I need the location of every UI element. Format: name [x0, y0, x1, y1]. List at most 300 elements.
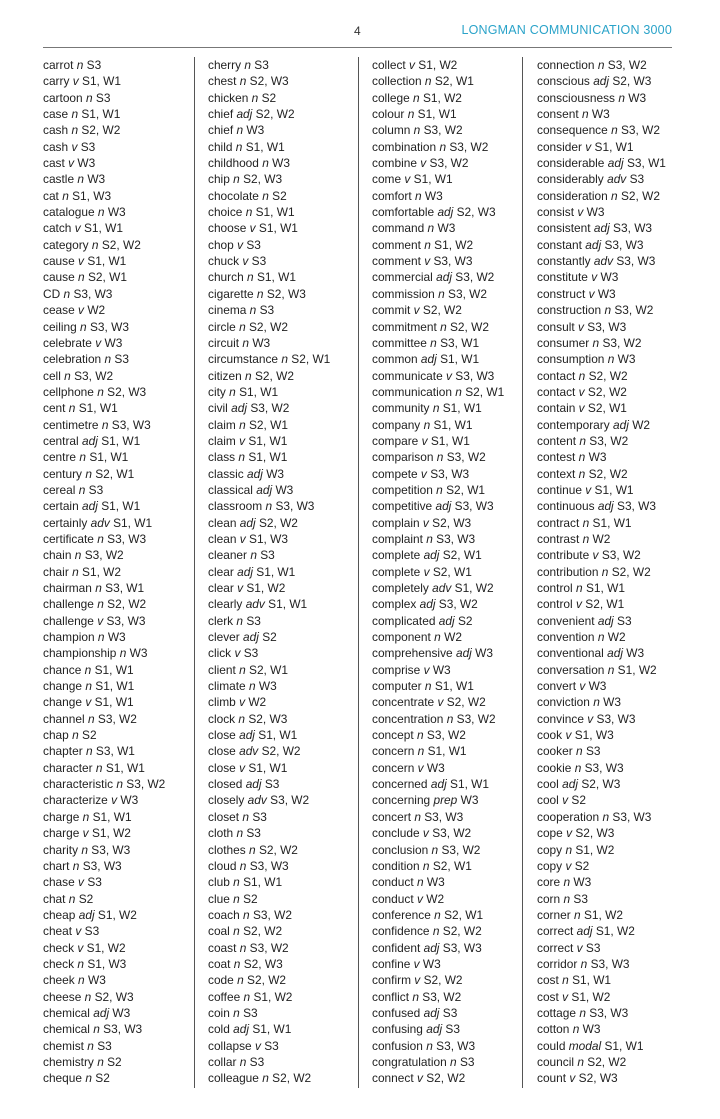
word-entry — [537, 662, 687, 678]
part-of-speech: n — [79, 450, 86, 465]
part-of-speech: n — [233, 956, 241, 971]
headword: copy — [537, 842, 563, 857]
frequency-band: S1, W1 — [592, 515, 632, 530]
frequency-band: S1, W1 — [256, 564, 296, 579]
frequency-band: S2, W1 — [465, 384, 505, 399]
word-entry — [372, 482, 522, 498]
headword: cash — [43, 123, 69, 138]
part-of-speech: n — [578, 450, 586, 465]
word-entry — [372, 645, 522, 661]
word-entry — [43, 825, 193, 841]
frequency-band: S1, W1 — [101, 433, 141, 448]
frequency-band: S3 — [249, 1054, 265, 1069]
frequency-band: S3, W2 — [438, 597, 478, 612]
part-of-speech: n — [601, 564, 609, 579]
frequency-band: S1, W1 — [239, 384, 279, 399]
headword: comment — [372, 254, 421, 269]
frequency-band: S2, W1 — [434, 74, 474, 89]
frequency-band: S3, W3 — [617, 499, 657, 514]
headword: closet — [208, 809, 240, 824]
frequency-band: S3, W3 — [107, 531, 147, 546]
part-of-speech: n — [604, 303, 612, 318]
word-entry — [208, 547, 358, 563]
part-of-speech: v — [95, 335, 102, 350]
headword: consciousness — [537, 90, 615, 105]
headword: championship — [43, 646, 117, 661]
headword: cat — [43, 188, 59, 203]
frequency-band: W3 — [591, 107, 610, 122]
word-entry — [372, 220, 522, 236]
headword: comparison — [372, 450, 434, 465]
headword: contemporary — [537, 417, 610, 432]
part-of-speech: v — [234, 646, 241, 661]
part-of-speech: n — [72, 858, 80, 873]
frequency-band: S3, W2 — [448, 286, 488, 301]
headword: characteristic — [43, 777, 114, 792]
word-entry — [43, 319, 193, 335]
headword: coffee — [208, 989, 241, 1004]
part-of-speech: adj — [237, 564, 253, 579]
part-of-speech: n — [577, 1054, 584, 1069]
word-entry — [372, 73, 522, 89]
frequency-band: S1, W2 — [571, 989, 611, 1004]
part-of-speech: n — [424, 237, 431, 252]
word-column-4 — [537, 57, 687, 1088]
word-entry — [208, 858, 358, 874]
frequency-band: S2, W2 — [258, 515, 298, 530]
frequency-band: S2 — [457, 613, 473, 628]
word-entry — [43, 498, 193, 514]
headword: cool — [537, 793, 559, 808]
word-entry — [537, 940, 687, 956]
headword: considerably — [537, 172, 604, 187]
word-entry — [43, 923, 193, 939]
part-of-speech: n — [97, 597, 104, 612]
headword: coal — [208, 924, 230, 939]
part-of-speech: v — [585, 482, 592, 497]
frequency-band: S3, W3 — [91, 842, 131, 857]
frequency-band: S1, W1 — [245, 139, 285, 154]
frequency-band: S3, W3 — [73, 286, 113, 301]
word-entry — [372, 858, 522, 874]
part-of-speech: n — [243, 989, 251, 1004]
frequency-band: S2, W2 — [107, 597, 147, 612]
headword: copy — [537, 858, 563, 873]
part-of-speech: adj — [597, 613, 614, 628]
headword: correct — [537, 924, 574, 939]
headword: century — [43, 466, 82, 481]
headword: clerk — [208, 613, 234, 628]
headword: circuit — [208, 335, 240, 350]
frequency-band: S1, W1 — [433, 417, 473, 432]
part-of-speech: n — [438, 286, 445, 301]
part-of-speech: n — [71, 123, 79, 138]
word-entry — [372, 139, 522, 155]
word-entry — [43, 1070, 193, 1086]
part-of-speech: n — [582, 531, 590, 546]
part-of-speech: v — [239, 760, 246, 775]
headword: comfort — [372, 188, 412, 203]
frequency-band: S1, W2 — [595, 924, 635, 939]
headword: classical — [208, 482, 253, 497]
headword: cope — [537, 826, 563, 841]
headword: circumstance — [208, 352, 279, 367]
word-entry — [43, 253, 193, 269]
frequency-band: S2, W3 — [456, 205, 496, 220]
part-of-speech: adj — [239, 728, 255, 743]
word-entry — [208, 580, 358, 596]
headword: cellphone — [43, 384, 94, 399]
part-of-speech: n — [424, 74, 432, 89]
headword: cease — [43, 303, 75, 318]
word-entry — [537, 531, 687, 547]
headword: clear — [208, 564, 234, 579]
headword: chocolate — [208, 188, 259, 203]
frequency-band: S2, W1 — [432, 858, 472, 873]
frequency-band: S1, W2 — [253, 989, 293, 1004]
frequency-band: S3, W3 — [454, 499, 494, 514]
word-entry — [43, 302, 193, 318]
word-entry — [372, 1054, 522, 1070]
column-divider — [194, 57, 195, 1088]
word-entry — [208, 923, 358, 939]
headword: client — [208, 662, 236, 677]
headword: context — [537, 466, 576, 481]
frequency-band: W3 — [107, 205, 126, 220]
part-of-speech: n — [572, 1022, 580, 1037]
part-of-speech: n — [236, 826, 244, 841]
part-of-speech: adj — [607, 646, 623, 661]
word-entry — [537, 776, 687, 792]
frequency-band: S3 — [254, 58, 269, 72]
word-entry — [208, 368, 358, 384]
part-of-speech: v — [97, 613, 104, 628]
headword: consumption — [537, 352, 605, 367]
frequency-band: W3 — [87, 973, 106, 988]
part-of-speech: n — [563, 891, 571, 906]
part-of-speech: n — [248, 679, 256, 694]
word-entry — [43, 874, 193, 890]
headword: coach — [208, 907, 240, 922]
word-entry — [208, 171, 358, 187]
part-of-speech: n — [97, 1054, 104, 1069]
frequency-band: W3 — [426, 875, 445, 890]
part-of-speech: v — [85, 695, 92, 710]
part-of-speech: n — [565, 842, 573, 857]
frequency-band: S2, W2 — [101, 237, 141, 252]
headword: child — [208, 139, 233, 154]
headword: coat — [208, 956, 231, 971]
headword: corn — [537, 891, 561, 906]
headword: cotton — [537, 1022, 570, 1037]
part-of-speech: n — [581, 107, 589, 122]
headword: cloud — [208, 858, 237, 873]
frequency-band: S3 — [259, 303, 275, 318]
part-of-speech: adj — [233, 1022, 250, 1037]
word-entry — [372, 384, 522, 400]
word-entry — [208, 760, 358, 776]
word-entry — [537, 874, 687, 890]
headword: chemical — [43, 1005, 90, 1020]
frequency-band: S2, W1 — [585, 597, 625, 612]
headword: correct — [537, 940, 574, 955]
headword: central — [43, 433, 79, 448]
part-of-speech: adj — [593, 221, 610, 236]
word-entry — [537, 825, 687, 841]
part-of-speech: n — [593, 695, 600, 710]
word-entry — [372, 596, 522, 612]
word-entry — [208, 956, 358, 972]
frequency-band: S2, W1 — [444, 907, 484, 922]
frequency-band: S1, W2 — [454, 581, 494, 595]
headword: cottage — [537, 1005, 577, 1020]
word-entry — [43, 891, 193, 907]
part-of-speech: n — [119, 646, 127, 661]
part-of-speech: v — [420, 466, 427, 481]
part-of-speech: v — [565, 728, 572, 743]
part-of-speech: n — [238, 450, 246, 465]
headword: consult — [537, 319, 575, 334]
word-entry — [43, 1005, 193, 1021]
word-list-columns — [43, 57, 672, 1102]
headword: charge — [43, 809, 80, 824]
word-entry — [372, 629, 522, 645]
part-of-speech: n — [235, 139, 243, 154]
part-of-speech: n — [84, 989, 92, 1004]
headword: conflict — [372, 989, 410, 1004]
word-entry — [372, 1038, 522, 1054]
frequency-band: S1, W1 — [92, 809, 132, 824]
headword: conscious — [537, 74, 590, 89]
word-entry — [208, 842, 358, 858]
word-entry — [43, 907, 193, 923]
word-entry — [537, 989, 687, 1005]
headword: committee — [372, 335, 427, 350]
headword: change — [43, 695, 83, 710]
frequency-band: S2, W3 — [243, 956, 283, 971]
word-entry — [208, 1070, 358, 1086]
word-entry — [372, 171, 522, 187]
frequency-band: S2 — [262, 630, 277, 645]
part-of-speech: v — [78, 875, 84, 890]
headword: compare — [372, 433, 419, 448]
part-of-speech: adj — [435, 499, 452, 514]
word-entry — [208, 727, 358, 743]
headword: character — [43, 760, 93, 775]
word-entry — [208, 106, 358, 122]
word-entry — [208, 629, 358, 645]
word-entry — [537, 842, 687, 858]
headword: cheat — [43, 924, 73, 939]
word-entry — [537, 400, 687, 416]
part-of-speech: n — [582, 515, 590, 530]
part-of-speech: n — [74, 548, 82, 563]
headword: colleague — [208, 1071, 259, 1086]
part-of-speech: n — [71, 107, 79, 122]
part-of-speech: v — [413, 956, 420, 971]
part-of-speech: v — [578, 319, 584, 334]
frequency-band: S2, W2 — [422, 303, 462, 318]
word-entry — [208, 319, 358, 335]
word-entry — [43, 220, 193, 236]
part-of-speech: n — [574, 907, 581, 922]
word-entry — [208, 989, 358, 1005]
part-of-speech: v — [579, 679, 586, 694]
word-entry — [372, 498, 522, 514]
headword: council — [537, 1054, 575, 1069]
headword: challenge — [43, 613, 94, 628]
word-entry — [43, 449, 193, 465]
frequency-band: W3 — [87, 172, 106, 187]
part-of-speech: v — [422, 826, 429, 841]
frequency-band: S3, W3 — [587, 319, 627, 334]
headword: constantly — [537, 254, 591, 269]
part-of-speech: n — [239, 662, 246, 677]
frequency-band: S1, W1 — [604, 1038, 644, 1053]
headword: case — [43, 107, 69, 122]
frequency-band: S1, W1 — [252, 1022, 292, 1037]
part-of-speech: n — [233, 891, 240, 906]
headword: claim — [208, 433, 236, 448]
headword: challenge — [43, 597, 94, 612]
headword: chop — [208, 237, 234, 252]
frequency-band: S1, W1 — [113, 515, 153, 530]
headword: carrot — [43, 58, 74, 72]
frequency-band: W2 — [87, 303, 106, 318]
frequency-band: S2 — [243, 891, 258, 906]
headword: consist — [537, 205, 575, 220]
word-entry — [208, 122, 358, 138]
word-entry — [208, 564, 358, 580]
frequency-band: S3, W2 — [602, 335, 642, 350]
word-entry — [537, 237, 687, 253]
headword: convert — [537, 679, 576, 694]
frequency-band: S3, W1 — [626, 156, 666, 171]
part-of-speech: n — [597, 58, 605, 72]
frequency-band: S3, W3 — [82, 858, 122, 873]
headword: chapter — [43, 744, 83, 759]
part-of-speech: n — [72, 564, 79, 579]
word-entry — [372, 874, 522, 890]
part-of-speech: n — [77, 956, 84, 971]
headword: common — [372, 352, 418, 367]
part-of-speech: adv — [90, 515, 110, 530]
word-entry — [43, 433, 193, 449]
word-entry — [43, 106, 193, 122]
part-of-speech: n — [237, 973, 244, 988]
headword: chairman — [43, 581, 92, 595]
frequency-band: S1, W1 — [94, 695, 134, 710]
part-of-speech: adj — [593, 74, 610, 89]
word-entry — [372, 417, 522, 433]
part-of-speech: v — [569, 1071, 576, 1086]
frequency-band: S1, W1 — [105, 760, 145, 775]
headword: clothes — [208, 842, 246, 857]
frequency-band: S3, W3 — [89, 319, 129, 334]
frequency-band: S3, W2 — [614, 303, 654, 318]
part-of-speech: v — [578, 401, 585, 416]
frequency-band: S3 — [585, 744, 601, 759]
frequency-band: S1, W1 — [440, 352, 480, 367]
part-of-speech: v — [249, 221, 256, 236]
word-entry — [43, 351, 193, 367]
headword: confused — [372, 1005, 421, 1020]
part-of-speech: n — [229, 384, 236, 399]
word-entry — [372, 694, 522, 710]
frequency-band: S3 — [86, 58, 102, 72]
part-of-speech: adv — [593, 254, 614, 269]
frequency-band: S2 — [261, 90, 277, 105]
part-of-speech: adv — [607, 172, 627, 187]
word-entry — [43, 269, 193, 285]
frequency-band: S1, W1 — [101, 499, 141, 514]
part-of-speech: n — [84, 662, 92, 677]
headword: corner — [537, 907, 571, 922]
frequency-band: S3, W3 — [612, 809, 652, 824]
word-entry — [537, 891, 687, 907]
headword: cherry — [208, 58, 242, 72]
part-of-speech: n — [244, 58, 251, 72]
word-entry — [537, 122, 687, 138]
headword: cheque — [43, 1071, 83, 1086]
part-of-speech: n — [63, 286, 71, 301]
frequency-band: S3, W2 — [84, 548, 124, 563]
headword: concept — [372, 728, 414, 743]
word-entry — [208, 613, 358, 629]
word-entry — [43, 237, 193, 253]
headword: contact — [537, 368, 576, 383]
part-of-speech: v — [578, 384, 585, 399]
part-of-speech: v — [68, 156, 75, 171]
headword: concerned — [372, 777, 428, 792]
headword: city — [208, 384, 226, 399]
part-of-speech: n — [576, 744, 583, 759]
part-of-speech: n — [91, 237, 99, 252]
word-entry — [208, 792, 358, 808]
frequency-band: S2 — [272, 188, 287, 203]
part-of-speech: adj — [423, 940, 440, 955]
headword: complete — [372, 564, 421, 579]
headword: concern — [372, 744, 415, 759]
word-entry — [372, 564, 522, 580]
part-of-speech: n — [574, 760, 582, 775]
headword: cinema — [208, 303, 247, 318]
headword: comprehensive — [372, 646, 453, 661]
word-entry — [372, 1070, 522, 1086]
frequency-band: S2, W1 — [446, 482, 486, 497]
frequency-band: S3, W2 — [426, 728, 466, 743]
headword: chemical — [43, 1022, 90, 1037]
headword: chicken — [208, 90, 249, 105]
word-entry — [372, 106, 522, 122]
part-of-speech: v — [565, 858, 572, 873]
frequency-band: W3 — [275, 482, 294, 497]
headword: complete — [372, 548, 421, 563]
part-of-speech: n — [236, 123, 244, 138]
headword: cash — [43, 139, 69, 154]
headword: club — [208, 875, 230, 890]
frequency-band: S3, W2 — [74, 368, 114, 383]
word-entry — [537, 90, 687, 106]
word-entry — [372, 368, 522, 384]
part-of-speech: n — [72, 728, 79, 743]
part-of-speech: n — [239, 940, 247, 955]
headword: control — [537, 597, 573, 612]
frequency-band: S3 — [629, 172, 645, 187]
word-entry — [537, 629, 687, 645]
part-of-speech: n — [62, 188, 69, 203]
word-entry — [537, 171, 687, 187]
